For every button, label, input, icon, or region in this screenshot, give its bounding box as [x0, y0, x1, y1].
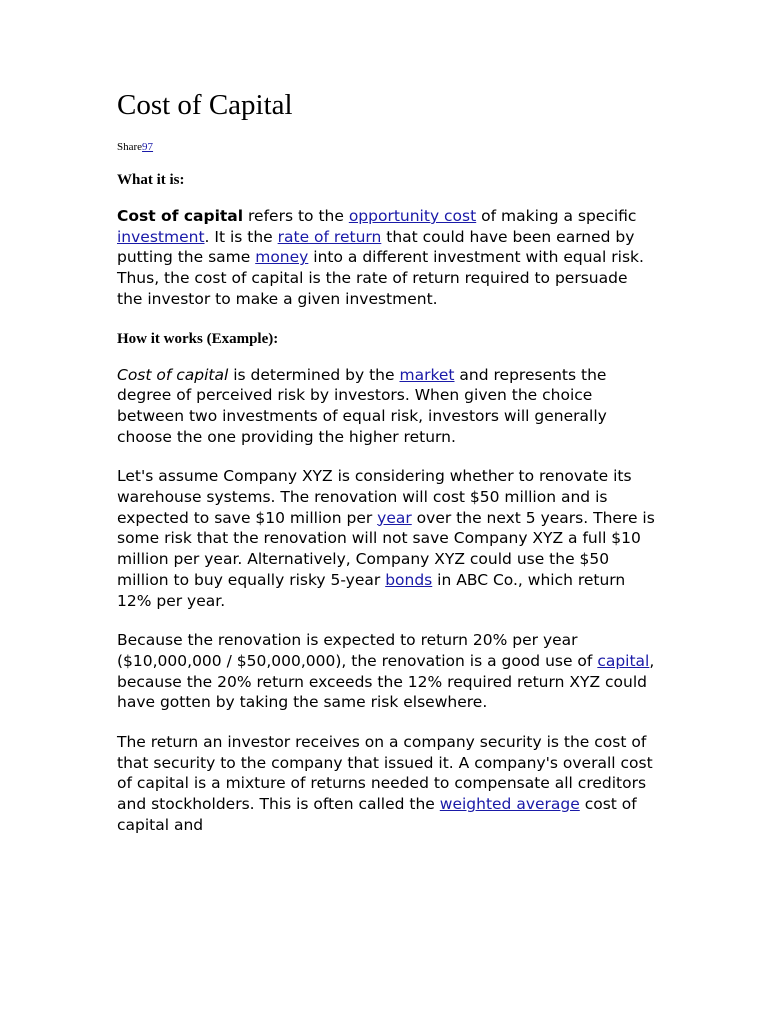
text-run: of making a specific — [476, 207, 637, 225]
text-run: that could have been earned by putting the same — [117, 227, 635, 267]
link-capital[interactable]: capital — [597, 651, 650, 670]
paragraph-definition — [117, 206, 657, 310]
link-weighted-average[interactable]: weighted average — [439, 795, 580, 814]
link-bonds[interactable]: bonds — [385, 570, 433, 589]
link-investment[interactable]: investment — [117, 227, 205, 246]
text-run: refers to the — [243, 207, 349, 225]
text-run: and represents the degree of perceived risk by investors. When given the choice between two investments of equal risk, investors will generally choose the one providing the higher return. — [117, 365, 607, 446]
text-run: in ABC Co., which return 12% per year. — [117, 570, 626, 610]
text-run: Let's assume Company XYZ is considering whether to renovate its warehouse systems. The renovation will cost $50 million and is expected to save $10 million per — [117, 467, 632, 527]
section-heading-how-it-works: How it works (Example): — [117, 330, 279, 347]
page-title: Cost of Capital — [117, 89, 293, 121]
share-widget — [117, 140, 657, 154]
link-opportunity-cost[interactable]: opportunity cost — [348, 207, 477, 225]
share-label: Share — [117, 141, 143, 153]
paragraph-market — [117, 365, 657, 448]
section-heading-what-it-is: What it is: — [117, 172, 185, 188]
text-run: into a different investment with equal risk. Thus, the cost of capital is the rate of return required to persuade the investor to make a given investment. — [117, 248, 644, 308]
text-run: , because the 20% return exceeds the 12% required return XYZ could have gotten by taking the same risk elsewhere. — [117, 651, 655, 712]
text-run: Because the renovation is expected to return 20% per year ($10,000,000 / $50,000,000), the renovation is a good use of — [117, 631, 598, 670]
term-cost-of-capital-italic: Cost of capital — [117, 365, 229, 384]
text-run: is determined by the — [228, 365, 400, 384]
paragraph-example — [117, 466, 657, 611]
link-rate-of-return[interactable]: rate of return — [277, 227, 382, 246]
term-cost-of-capital: Cost of capital — [117, 207, 244, 225]
text-run: The return an investor receives on a company security is the cost of that security to the company that issued it. A company's overall cost of capital is a mixture of returns needed to compensate all creditors and stockholders. This is often called the — [117, 733, 653, 814]
text-run: . It is the — [204, 227, 278, 246]
link-market[interactable]: market — [399, 365, 455, 384]
link-year[interactable]: year — [377, 508, 412, 527]
share-count-link[interactable]: 97 — [142, 141, 154, 153]
text-run: cost of capital and — [117, 795, 637, 834]
text-run: over the next 5 years. There is some risk that the renovation will not save Company XYZ a full $10 million per year. Alternatively, Company XYZ could use the $50 million to buy equally risky 5-year — [117, 508, 655, 589]
paragraph-renovation — [117, 630, 657, 713]
paragraph-wacc — [117, 732, 657, 836]
article — [117, 88, 657, 855]
link-money[interactable]: money — [255, 248, 309, 267]
